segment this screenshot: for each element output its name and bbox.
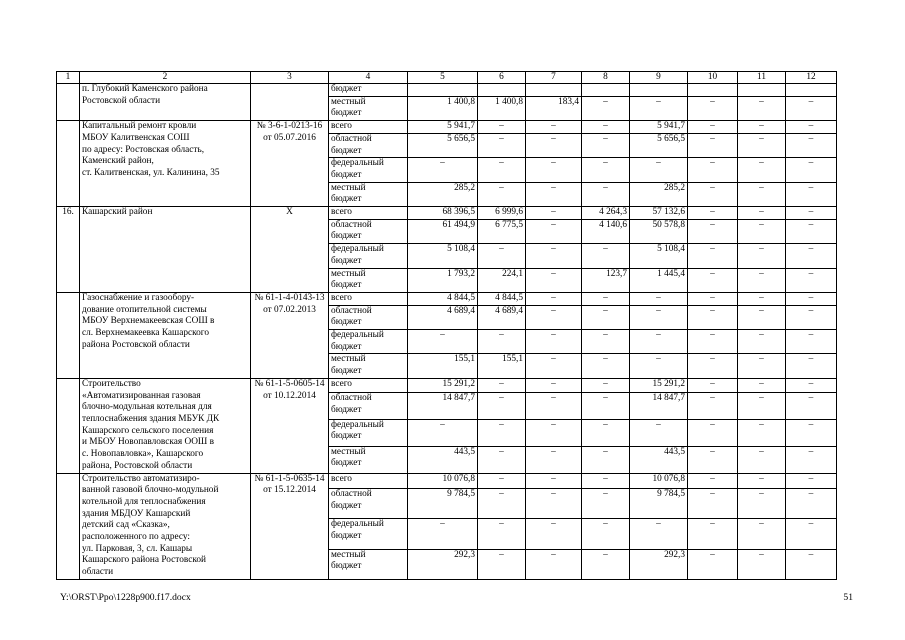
document-number: № 61-1-5-0605-14 от 10.12.2014 <box>251 378 329 473</box>
amount-cell: – <box>688 121 738 134</box>
funding-source: бюджет <box>329 84 408 97</box>
row-number <box>57 292 80 378</box>
amount-cell: – <box>786 207 837 220</box>
amount-cell: 155,1 <box>408 354 478 378</box>
amount-cell: – <box>526 305 582 329</box>
amount-cell: 14 847,7 <box>630 392 688 419</box>
funding-source: всего <box>329 121 408 134</box>
amount-cell: – <box>478 549 526 579</box>
amount-cell: – <box>408 519 478 549</box>
amount-cell: – <box>526 219 582 243</box>
amount-cell: – <box>478 419 526 446</box>
amount-cell: 292,3 <box>630 549 688 579</box>
amount-cell: – <box>478 392 526 419</box>
funding-source: федеральный бюджет <box>329 330 408 354</box>
amount-cell: 9 784,5 <box>630 489 688 519</box>
amount-cell: – <box>582 96 630 120</box>
amount-cell: 443,5 <box>408 446 478 473</box>
amount-cell: – <box>738 219 786 243</box>
amount-cell: – <box>582 292 630 305</box>
row-number: 16. <box>57 207 80 293</box>
document-number: Х <box>251 207 329 293</box>
amount-cell: – <box>526 121 582 134</box>
amount-cell: 155,1 <box>478 354 526 378</box>
amount-cell: – <box>738 158 786 182</box>
amount-cell: – <box>526 378 582 392</box>
amount-cell: 5 656,5 <box>630 133 688 157</box>
amount-cell: 4 140,6 <box>582 219 630 243</box>
amount-cell: – <box>738 121 786 134</box>
amount-cell: 292,3 <box>408 549 478 579</box>
amount-cell: – <box>582 419 630 446</box>
funding-source: местный бюджет <box>329 354 408 378</box>
amount-cell: – <box>688 96 738 120</box>
amount-cell: 285,2 <box>408 182 478 206</box>
amount-cell: – <box>478 378 526 392</box>
amount-cell: 68 396,5 <box>408 207 478 220</box>
amount-cell <box>526 84 582 97</box>
object-name: Капитальный ремонт кровли МБОУ Калитвенская СОШ по адресу: Ростовская область, Каменский район, ст. Калитвенская, ул. Калинина, 35 <box>80 121 251 207</box>
amount-cell: 1 793,2 <box>408 268 478 292</box>
amount-cell: – <box>526 244 582 268</box>
amount-cell: 1 445,4 <box>630 268 688 292</box>
funding-source: местный бюджет <box>329 268 408 292</box>
amount-cell: – <box>786 292 837 305</box>
amount-cell: – <box>630 519 688 549</box>
amount-cell <box>408 84 478 97</box>
amount-cell: – <box>738 330 786 354</box>
amount-cell: – <box>478 446 526 473</box>
amount-cell: 5 108,4 <box>408 244 478 268</box>
column-number: 6 <box>478 72 526 84</box>
document-number: № 61-1-4-0143-13 от 07.02.2013 <box>251 292 329 378</box>
object-name: Строительство автоматизиро- ванной газовой блочно-модульной котельной для теплоснабжения здания МБДОУ Кашарский детский сад «Сказка», расположенного по адресу: ул. Парковая, 3, сл. Кашары Кашарского района Ростовской области <box>80 473 251 579</box>
amount-cell: – <box>738 292 786 305</box>
funding-source: федеральный бюджет <box>329 519 408 549</box>
amount-cell: – <box>786 519 837 549</box>
amount-cell: 1 400,8 <box>408 96 478 120</box>
amount-cell: – <box>688 378 738 392</box>
document-number: № 3-6-1-0213-16 от 05.07.2016 <box>251 121 329 207</box>
amount-cell: – <box>738 244 786 268</box>
amount-cell: – <box>582 305 630 329</box>
amount-cell: 61 494,9 <box>408 219 478 243</box>
amount-cell: – <box>478 489 526 519</box>
amount-cell: 6 999,6 <box>478 207 526 220</box>
amount-cell: – <box>526 392 582 419</box>
row-number <box>57 84 80 121</box>
amount-cell: – <box>582 392 630 419</box>
amount-cell: – <box>526 473 582 489</box>
amount-cell: – <box>688 392 738 419</box>
amount-cell: – <box>582 244 630 268</box>
amount-cell: – <box>582 354 630 378</box>
funding-source: местный бюджет <box>329 182 408 206</box>
amount-cell: – <box>526 158 582 182</box>
amount-cell: – <box>738 419 786 446</box>
amount-cell: 285,2 <box>630 182 688 206</box>
table-row <box>57 473 837 489</box>
amount-cell: – <box>786 473 837 489</box>
amount-cell: – <box>582 378 630 392</box>
object-name: Кашарский район <box>80 207 251 293</box>
amount-cell: – <box>408 419 478 446</box>
amount-cell: – <box>408 330 478 354</box>
amount-cell: – <box>786 446 837 473</box>
amount-cell: – <box>630 354 688 378</box>
amount-cell: – <box>526 489 582 519</box>
amount-cell: – <box>738 207 786 220</box>
table-row <box>57 84 837 97</box>
amount-cell: 10 076,8 <box>408 473 478 489</box>
amount-cell: – <box>688 489 738 519</box>
amount-cell: – <box>526 519 582 549</box>
column-number: 7 <box>526 72 582 84</box>
amount-cell: – <box>478 182 526 206</box>
amount-cell: – <box>738 96 786 120</box>
column-number: 3 <box>251 72 329 84</box>
column-number: 5 <box>408 72 478 84</box>
amount-cell: – <box>582 549 630 579</box>
amount-cell: – <box>738 446 786 473</box>
amount-cell: 5 941,7 <box>408 121 478 134</box>
amount-cell: – <box>526 133 582 157</box>
amount-cell <box>630 84 688 97</box>
funding-source: областной бюджет <box>329 489 408 519</box>
amount-cell: – <box>786 268 837 292</box>
column-number: 8 <box>582 72 630 84</box>
amount-cell: – <box>786 133 837 157</box>
amount-cell: – <box>688 133 738 157</box>
amount-cell: – <box>526 292 582 305</box>
amount-cell: – <box>786 378 837 392</box>
amount-cell: – <box>582 446 630 473</box>
column-number: 12 <box>786 72 837 84</box>
amount-cell: – <box>582 158 630 182</box>
amount-cell: – <box>478 133 526 157</box>
object-name: Строительство «Автоматизированная газовая блочно-модульная котельная для теплоснабжения здания МБУК ДК Кашарского сельского поселения и МБОУ Новопавловская ООШ в с. Новопавловка», Кашарского района, Ростовской области <box>80 378 251 473</box>
amount-cell: – <box>688 305 738 329</box>
amount-cell: 5 656,5 <box>408 133 478 157</box>
funding-source: областной бюджет <box>329 133 408 157</box>
column-number: 4 <box>329 72 408 84</box>
amount-cell: – <box>582 519 630 549</box>
funding-source: всего <box>329 473 408 489</box>
amount-cell: 4 844,5 <box>408 292 478 305</box>
amount-cell: – <box>526 207 582 220</box>
amount-cell: – <box>786 549 837 579</box>
amount-cell: 57 132,6 <box>630 207 688 220</box>
amount-cell: 15 291,2 <box>630 378 688 392</box>
financing-table <box>56 71 837 580</box>
amount-cell: – <box>786 354 837 378</box>
amount-cell: 50 578,8 <box>630 219 688 243</box>
object-name: Газоснабжение и газообору- дование отопительной системы МБОУ Верхнемакеевская СОШ в сл. Верхнемакеевка Кашарского района Ростовской области <box>80 292 251 378</box>
amount-cell: – <box>582 473 630 489</box>
amount-cell: – <box>582 121 630 134</box>
column-number: 2 <box>80 72 251 84</box>
amount-cell: – <box>630 292 688 305</box>
amount-cell: – <box>688 519 738 549</box>
amount-cell: 4 264,3 <box>582 207 630 220</box>
amount-cell: – <box>630 305 688 329</box>
funding-source: всего <box>329 207 408 220</box>
amount-cell: – <box>786 96 837 120</box>
amount-cell: – <box>738 268 786 292</box>
amount-cell: – <box>526 419 582 446</box>
amount-cell: – <box>786 219 837 243</box>
funding-source: всего <box>329 378 408 392</box>
amount-cell: – <box>630 419 688 446</box>
amount-cell: – <box>526 549 582 579</box>
amount-cell: – <box>786 244 837 268</box>
funding-source: федеральный бюджет <box>329 158 408 182</box>
amount-cell <box>478 84 526 97</box>
row-number <box>57 121 80 207</box>
amount-cell: – <box>478 121 526 134</box>
amount-cell: – <box>786 392 837 419</box>
amount-cell: 10 076,8 <box>630 473 688 489</box>
amount-cell: – <box>526 446 582 473</box>
amount-cell: – <box>738 133 786 157</box>
amount-cell: – <box>688 244 738 268</box>
column-number-row <box>57 72 837 84</box>
amount-cell: – <box>688 268 738 292</box>
column-number: 11 <box>738 72 786 84</box>
amount-cell: – <box>786 182 837 206</box>
amount-cell: – <box>688 473 738 489</box>
amount-cell: 123,7 <box>582 268 630 292</box>
amount-cell: – <box>738 354 786 378</box>
amount-cell: – <box>738 305 786 329</box>
amount-cell: – <box>786 158 837 182</box>
amount-cell: 9 784,5 <box>408 489 478 519</box>
amount-cell: – <box>688 182 738 206</box>
amount-cell: – <box>738 519 786 549</box>
table-row <box>57 121 837 134</box>
amount-cell: – <box>688 219 738 243</box>
column-number: 9 <box>630 72 688 84</box>
amount-cell: – <box>688 207 738 220</box>
document-number: № 61-1-5-0635-14 от 15.12.2014 <box>251 473 329 579</box>
amount-cell: – <box>786 330 837 354</box>
funding-source: местный бюджет <box>329 446 408 473</box>
amount-cell: – <box>526 268 582 292</box>
row-number <box>57 378 80 473</box>
amount-cell: – <box>582 489 630 519</box>
amount-cell: – <box>478 519 526 549</box>
table-row <box>57 207 837 220</box>
table-row <box>57 378 837 392</box>
amount-cell: – <box>582 182 630 206</box>
object-name: п. Глубокий Каменского района Ростовской области <box>80 84 251 121</box>
row-number <box>57 473 80 579</box>
amount-cell: – <box>786 419 837 446</box>
amount-cell: – <box>786 489 837 519</box>
amount-cell <box>738 84 786 97</box>
amount-cell: – <box>688 549 738 579</box>
amount-cell: – <box>688 446 738 473</box>
amount-cell: – <box>630 330 688 354</box>
amount-cell: 5 941,7 <box>630 121 688 134</box>
amount-cell: – <box>688 158 738 182</box>
amount-cell: – <box>408 158 478 182</box>
amount-cell <box>688 84 738 97</box>
amount-cell: – <box>688 330 738 354</box>
amount-cell: – <box>526 330 582 354</box>
amount-cell: – <box>786 121 837 134</box>
amount-cell: 224,1 <box>478 268 526 292</box>
amount-cell: – <box>478 473 526 489</box>
amount-cell: 183,4 <box>526 96 582 120</box>
amount-cell: 15 291,2 <box>408 378 478 392</box>
amount-cell: – <box>630 158 688 182</box>
amount-cell: – <box>738 473 786 489</box>
amount-cell: 4 689,4 <box>408 305 478 329</box>
amount-cell: – <box>786 305 837 329</box>
amount-cell: 6 775,5 <box>478 219 526 243</box>
funding-source: федеральный бюджет <box>329 244 408 268</box>
amount-cell: 443,5 <box>630 446 688 473</box>
page-number: 51 <box>843 592 853 603</box>
column-number: 1 <box>57 72 80 84</box>
amount-cell: – <box>478 330 526 354</box>
amount-cell: – <box>630 96 688 120</box>
amount-cell: 4 689,4 <box>478 305 526 329</box>
amount-cell: – <box>478 244 526 268</box>
document-number <box>251 84 329 121</box>
funding-source: областной бюджет <box>329 392 408 419</box>
amount-cell <box>582 84 630 97</box>
amount-cell: – <box>582 330 630 354</box>
funding-source: местный бюджет <box>329 549 408 579</box>
funding-source: областной бюджет <box>329 305 408 329</box>
amount-cell: 5 108,4 <box>630 244 688 268</box>
amount-cell: – <box>738 392 786 419</box>
amount-cell: – <box>688 419 738 446</box>
amount-cell: – <box>688 292 738 305</box>
amount-cell: – <box>582 133 630 157</box>
file-path: Y:\ORST\Ppo\1228p900.f17.docx <box>60 592 191 603</box>
amount-cell: – <box>738 182 786 206</box>
funding-source: областной бюджет <box>329 219 408 243</box>
table-row <box>57 292 837 305</box>
funding-source: всего <box>329 292 408 305</box>
column-number: 10 <box>688 72 738 84</box>
amount-cell: – <box>526 354 582 378</box>
amount-cell: 14 847,7 <box>408 392 478 419</box>
funding-source: местный бюджет <box>329 96 408 120</box>
amount-cell: 1 400,8 <box>478 96 526 120</box>
amount-cell: – <box>688 354 738 378</box>
amount-cell: 4 844,5 <box>478 292 526 305</box>
amount-cell: – <box>738 549 786 579</box>
funding-source: федеральный бюджет <box>329 419 408 446</box>
amount-cell: – <box>738 489 786 519</box>
amount-cell <box>786 84 837 97</box>
amount-cell: – <box>478 158 526 182</box>
amount-cell: – <box>738 378 786 392</box>
amount-cell: – <box>526 182 582 206</box>
